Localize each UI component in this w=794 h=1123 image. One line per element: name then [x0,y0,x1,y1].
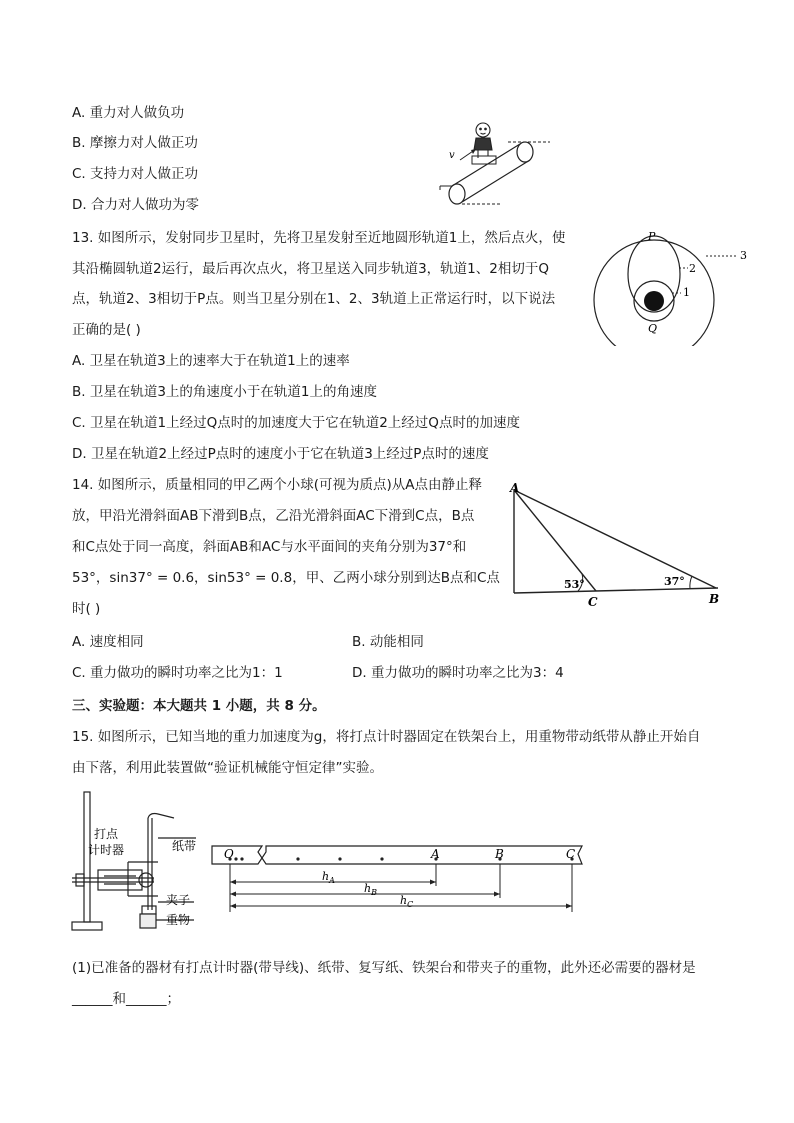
q15-sub1-line-1: (1)已准备的器材有打点计时器(带导线)、纸带、复写纸、铁架台和带夹子的重物，此外还必需要的器材是 [72,960,696,976]
point-c-label: C [588,595,598,609]
q14-line-3: 和C点处于同一高度，斜面AB和AC与水平面间的夹角分别为37°和 [72,539,467,555]
paper-tape-figure [210,842,588,916]
tape-label: 纸带 [172,839,197,853]
q15-line-2: 由下落，利用此装置做“验证机械能守恒定律”实验。 [72,760,383,776]
person-icon [474,123,492,158]
orbit-1-label: 1 [683,286,690,299]
q13-option-c: C. 卫星在轨道1上经过Q点时的加速度大于它在轨道2上经过Q点时的加速度 [72,415,520,431]
slope-ab [514,490,716,588]
q13-line-4: 正确的是( ) [72,322,141,338]
tape-point-a-label: A [431,847,440,861]
q14-option-c: C. 重力做功的瞬时功率之比为1：1 [72,665,283,681]
q13-line-2: 其沿椭圆轨道2运行，最后再次点火，将卫星送入同步轨道3，轨道1、2相切于Q [72,261,549,277]
point-o-label: O [224,847,234,861]
velocity-label: v [449,150,455,161]
apparatus-figure [68,790,208,936]
q14-option-a: A. 速度相同 [72,634,144,650]
ha-label: $h_A$ [322,870,335,885]
q13-line-3: 点，轨道2、3相切于P点。则当卫星分别在1、2、3轨道上正常运行时，以下说法 [72,291,556,307]
incline-figure [506,480,726,612]
q13-option-a: A. 卫星在轨道3上的速率大于在轨道1上的速率 [72,353,350,369]
q12-option-c: C. 支持力对人做正功 [72,166,199,182]
q15-line-1: 15. 如图所示，已知当地的重力加速度为g，将打点计时器固定在铁架台上，用重物带动纸带从静止开始自 [72,729,701,745]
q13-option-b: B. 卫星在轨道3上的角速度小于在轨道1上的角速度 [72,384,378,400]
angle-37-label: 37° [664,575,685,588]
q12-option-d: D. 合力对人做功为零 [72,197,199,213]
q12-option-a: A. 重力对人做负功 [72,105,185,121]
escalator-figure [432,116,552,208]
clip-label: 夹子 [166,893,191,907]
q14-line-5: 时( ) [72,601,101,617]
hb-label: $h_B$ [364,882,377,897]
slope-ac [514,490,596,591]
section-3-heading: 三、实验题：本大题共 1 小题，共 8 分。 [72,698,326,714]
q13-option-d: D. 卫星在轨道2上经过P点时的速度小于它在轨道3上经过P点时的速度 [72,446,489,462]
point-q-label: Q [648,322,658,335]
q14-option-b: B. 动能相同 [352,634,424,650]
point-a-label: A [510,481,520,495]
q14-line-4: 53°，sin37° = 0.6，sin53° = 0.8，甲、乙两小球分别到达B点和C点 [72,570,500,586]
point-b-label: B [709,592,720,606]
tape-point-b-label: B [495,847,504,861]
q15-sub1-line-2: ______和______； [72,991,180,1007]
orbit-figure [588,226,752,346]
q12-option-b: B. 摩擦力对人做正功 [72,135,198,151]
timer-label-line2: 计时器 [88,843,125,857]
q13-line-1: 13. 如图所示，发射同步卫星时，先将卫星发射至近地圆形轨道1上，然后点火，使 [72,230,566,246]
timer-label-line1: 打点 [94,827,119,841]
tape-point-c-label: C [566,847,576,861]
angle-53-label: 53° [564,578,585,591]
point-p-label: P [648,230,656,243]
earth-icon [644,291,664,311]
q14-line-1: 14. 如图所示，质量相同的甲乙两个小球(可视为质点)从A点由静止释 [72,477,483,493]
hc-label: $h_C$ [400,894,414,909]
weight-label: 重物 [166,913,191,927]
orbit-3-label: 3 [740,249,747,262]
q14-line-2: 放，甲沿光滑斜面AB下滑到B点，乙沿光滑斜面AC下滑到C点，B点 [72,508,475,524]
q14-option-d: D. 重力做功的瞬时功率之比为3：4 [352,665,564,681]
orbit-2-label: 2 [689,262,696,275]
